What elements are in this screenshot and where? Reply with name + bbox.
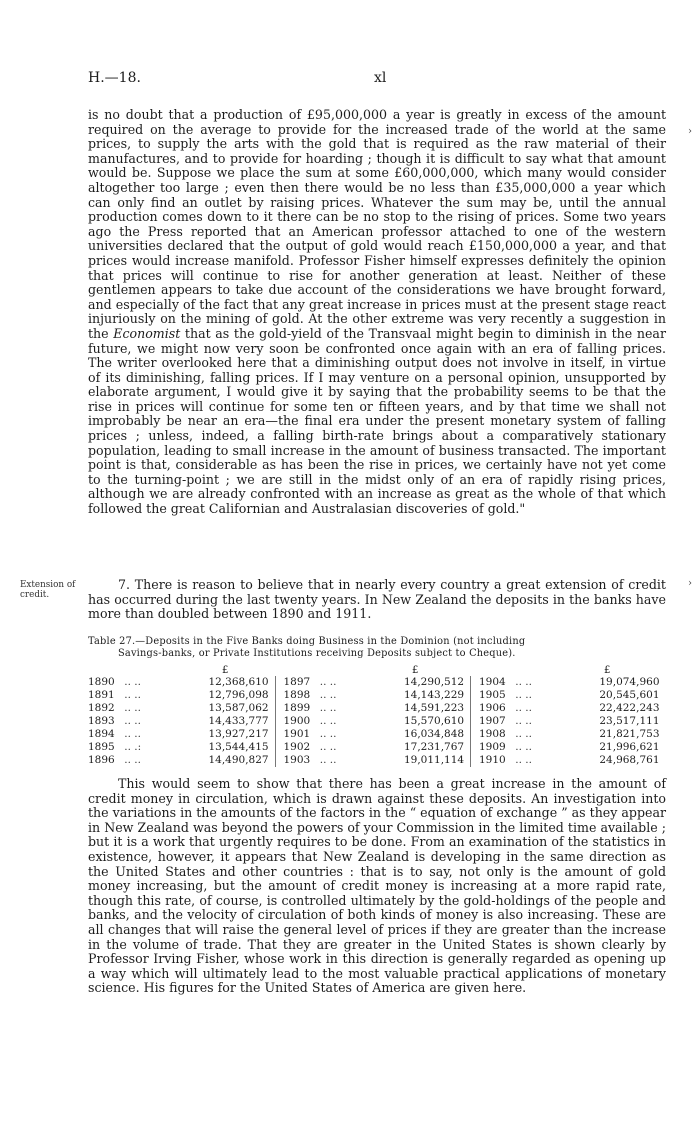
deposit-value-cell: 19,074,960 bbox=[599, 676, 660, 688]
year-cell: 1897 bbox=[283, 676, 311, 688]
leader-dots: .. .. bbox=[319, 741, 337, 753]
deposits-table bbox=[88, 676, 666, 767]
table-caption-line-2: Savings-banks, or Private Institutions receiving Deposits subject to Cheque). bbox=[118, 648, 516, 659]
page-header bbox=[88, 70, 668, 90]
year-cell: 1898 bbox=[283, 689, 311, 701]
leader-dots: .. .. bbox=[515, 702, 532, 714]
table-row bbox=[88, 754, 666, 767]
column-gap bbox=[471, 702, 479, 715]
deposit-value-cell: 13,544,415 bbox=[163, 741, 275, 754]
deposit-value-cell: 24,968,761 bbox=[599, 754, 660, 766]
margin-mark: › bbox=[688, 126, 692, 137]
column-gap bbox=[275, 754, 283, 767]
leader-dots: .. .. bbox=[124, 728, 141, 740]
year-cell: 1899 bbox=[283, 702, 311, 714]
leader-dots: .. .. bbox=[319, 715, 337, 727]
deposit-value-cell: 14,433,777 bbox=[163, 715, 275, 728]
column-gap bbox=[471, 728, 479, 741]
leader-dots: .. .. bbox=[515, 754, 532, 766]
year-cell: 1900 bbox=[283, 715, 311, 727]
deposit-value-cell: 14,490,827 bbox=[163, 754, 275, 767]
column-gap bbox=[471, 715, 479, 728]
table-row bbox=[88, 715, 666, 728]
year-cell: 1904 bbox=[479, 676, 506, 688]
leader-dots: .. .. bbox=[515, 689, 532, 701]
table-row bbox=[88, 702, 666, 715]
deposit-value-cell: 19,011,114 bbox=[359, 754, 471, 767]
table-row bbox=[88, 676, 666, 689]
paragraph-1-text: is no doubt that a production of £95,000,000 a year is greatly in excess of the amount required on the average to provide for the increased trade of the world at the same prices, to supply the arts with the gold that is required as the raw material of their manufactures, and to provide for hoarding ; though it is difficult to say what that amount would be. Suppose we place the sum at some £60,000,000, which many would consider altogether too large ; even then there would be no less than £35,000,000 a year which can only find an outlet by raising prices. Whatever the sum may be, until the annual production comes down to it there can be no stop to the rising of prices. Some two years ago the Press reported that an American professor attached to one of the western universities declared that the output of gold would reach £150,000,000 a year, and that prices would increase manifold. Professor Fisher himself expresses definitely the opinion that prices will continue to rise for another generation at least. Neither of these gentlemen appears to take due account of the considerations we have brought forward, and especially of the fact that any great increase in prices must at the present stage react injuriously on the mining of gold. At the other extreme was very recently a suggestion in the bbox=[88, 107, 666, 341]
deposit-value-cell: 22,422,243 bbox=[599, 702, 660, 714]
deposit-value-cell: 12,796,098 bbox=[163, 689, 275, 702]
column-gap bbox=[275, 741, 283, 754]
leader-dots: .. .: bbox=[124, 741, 142, 753]
publication-name: Economist bbox=[113, 325, 181, 341]
margin-mark: › bbox=[688, 578, 692, 589]
leader-dots: .. .. bbox=[515, 676, 532, 688]
leader-dots: .. .. bbox=[124, 702, 141, 714]
currency-symbol: £ bbox=[604, 665, 611, 676]
leader-dots: .. .. bbox=[124, 754, 141, 766]
leader-dots: .. .. bbox=[124, 676, 141, 688]
year-cell: 1901 bbox=[283, 728, 311, 740]
year-cell: 1891 bbox=[88, 689, 115, 701]
deposit-value-cell: 16,034,848 bbox=[359, 728, 471, 741]
deposit-value-cell: 15,570,610 bbox=[359, 715, 471, 728]
table-caption bbox=[88, 636, 666, 660]
column-gap bbox=[471, 754, 479, 767]
currency-symbol: £ bbox=[222, 665, 229, 676]
year-cell: 1890 bbox=[88, 676, 115, 688]
year-cell: 1902 bbox=[283, 741, 311, 753]
deposit-value-cell: 17,231,767 bbox=[359, 741, 471, 754]
year-cell: 1892 bbox=[88, 702, 115, 714]
leader-dots: .. .. bbox=[515, 741, 532, 753]
deposit-value-cell: 13,587,062 bbox=[163, 702, 275, 715]
column-gap bbox=[275, 728, 283, 741]
table-row bbox=[88, 728, 666, 741]
year-cell: 1907 bbox=[479, 715, 506, 727]
year-cell: 1895 bbox=[88, 741, 115, 753]
leader-dots: .. .. bbox=[319, 702, 337, 714]
body-paragraph-2 bbox=[88, 777, 666, 996]
column-gap bbox=[275, 689, 283, 702]
year-cell: 1894 bbox=[88, 728, 115, 740]
column-gap bbox=[275, 676, 283, 689]
year-cell: 1896 bbox=[88, 754, 115, 766]
deposit-value-cell: 14,143,229 bbox=[359, 689, 471, 702]
column-gap bbox=[471, 689, 479, 702]
table-row bbox=[88, 741, 666, 754]
leader-dots: .. .. bbox=[319, 689, 337, 701]
year-cell: 1903 bbox=[283, 754, 311, 766]
currency-symbol: £ bbox=[412, 665, 419, 676]
body-paragraph-1 bbox=[88, 108, 666, 517]
leader-dots: .. .. bbox=[124, 715, 141, 727]
leader-dots: .. .. bbox=[124, 689, 141, 701]
leader-dots: .. .. bbox=[319, 754, 337, 766]
column-gap bbox=[275, 715, 283, 728]
deposit-value-cell: 23,517,111 bbox=[599, 715, 660, 727]
year-cell: 1909 bbox=[479, 741, 506, 753]
deposit-value-cell: 21,996,621 bbox=[599, 741, 660, 753]
leader-dots: .. .. bbox=[515, 728, 532, 740]
deposit-value-cell: 14,591,223 bbox=[359, 702, 471, 715]
leader-dots: .. .. bbox=[515, 715, 532, 727]
year-cell: 1908 bbox=[479, 728, 506, 740]
year-cell: 1893 bbox=[88, 715, 115, 727]
deposit-value-cell: 20,545,601 bbox=[599, 689, 660, 701]
column-gap bbox=[471, 741, 479, 754]
paragraph-7-text: 7. There is reason to believe that in nearly every country a great extension of credit has occurred during the last twenty years. In New Zealand the deposits in the banks have more than doubled between 1890 and 1911. bbox=[88, 577, 666, 622]
year-cell: 1906 bbox=[479, 702, 506, 714]
year-cell: 1910 bbox=[479, 754, 506, 766]
deposit-value-cell: 21,821,753 bbox=[599, 728, 660, 740]
column-gap bbox=[275, 702, 283, 715]
year-cell: 1905 bbox=[479, 689, 506, 701]
table-row bbox=[88, 689, 666, 702]
paragraph-1-continued: that as the gold-yield of the Transvaal might begin to diminish in the near future, we might now very soon be confronted once again with an era of falling prices. The writer overlooked here that a diminishing output does not involve in itself, in virtue of its diminishing, falling prices. If I may venture on a personal opinion, unsupported by elaborate argument, I would give it by saying that the probability seems to be that the rise in prices will continue for some ten or fifteen years, and by that time we shall not improbably be near an era—the final era under the present monetary system of falling prices ; unless, indeed, a falling birth-rate brings about a comparatively stationary population, leading to small increase in the amount of business transacted. The important point is that, considerable as has been the rise in prices, we certainly have not yet come to the turning-point ; we are still in the midst only of an era of rapidly rising prices, although we are already confronted with an increase as great as the whole of that which followed the great Californian and Australasian discoveries of gold." bbox=[88, 325, 666, 517]
paragraph-2-text: This would seem to show that there has been a great increase in the amount of credit money in circulation, which is drawn against these deposits. An investigation into the variations in the amounts of the factors in the “ equation of exchange ” as they appear in New Zealand was beyond the powers of your Commission in the limited time available ; but it is a work that urgently requires to be done. From an examination of the statistics in existence, however, it appears that New Zealand is developing in the same direction as the United States and other countries : that is to say, not only is the amount of gold money increasing, but the amount of credit money is increasing at a more rapid rate, though this rate, of course, is controlled ultimately by the gold-holdings of the people and banks, and the velocity of circulation of both kinds of money is also increasing. These are all changes that will raise the general level of prices if they are greater than the increase in the volume of trade. That they are greater in the United States is shown clearly by Professor Irving Fisher, whose work in this direction is generally regarded as opening up a way which will ultimately lead to the most valuable practical applications of monetary science. His figures for the United States of America are given here. bbox=[88, 776, 666, 996]
leader-dots: .. .. bbox=[319, 676, 337, 688]
body-paragraph-7 bbox=[88, 578, 666, 622]
leader-dots: .. .. bbox=[319, 728, 337, 740]
deposit-value-cell: 13,927,217 bbox=[163, 728, 275, 741]
document-reference: H.—18. bbox=[88, 70, 141, 86]
deposit-value-cell: 12,368,610 bbox=[163, 676, 275, 689]
margin-note: Extension of credit. bbox=[20, 580, 76, 600]
table-caption-line-1: Table 27.—Deposits in the Five Banks doing Business in the Dominion (not including bbox=[88, 636, 526, 647]
page-number: xl bbox=[374, 70, 387, 86]
column-gap bbox=[471, 676, 479, 689]
deposit-value-cell: 14,290,512 bbox=[359, 676, 471, 689]
